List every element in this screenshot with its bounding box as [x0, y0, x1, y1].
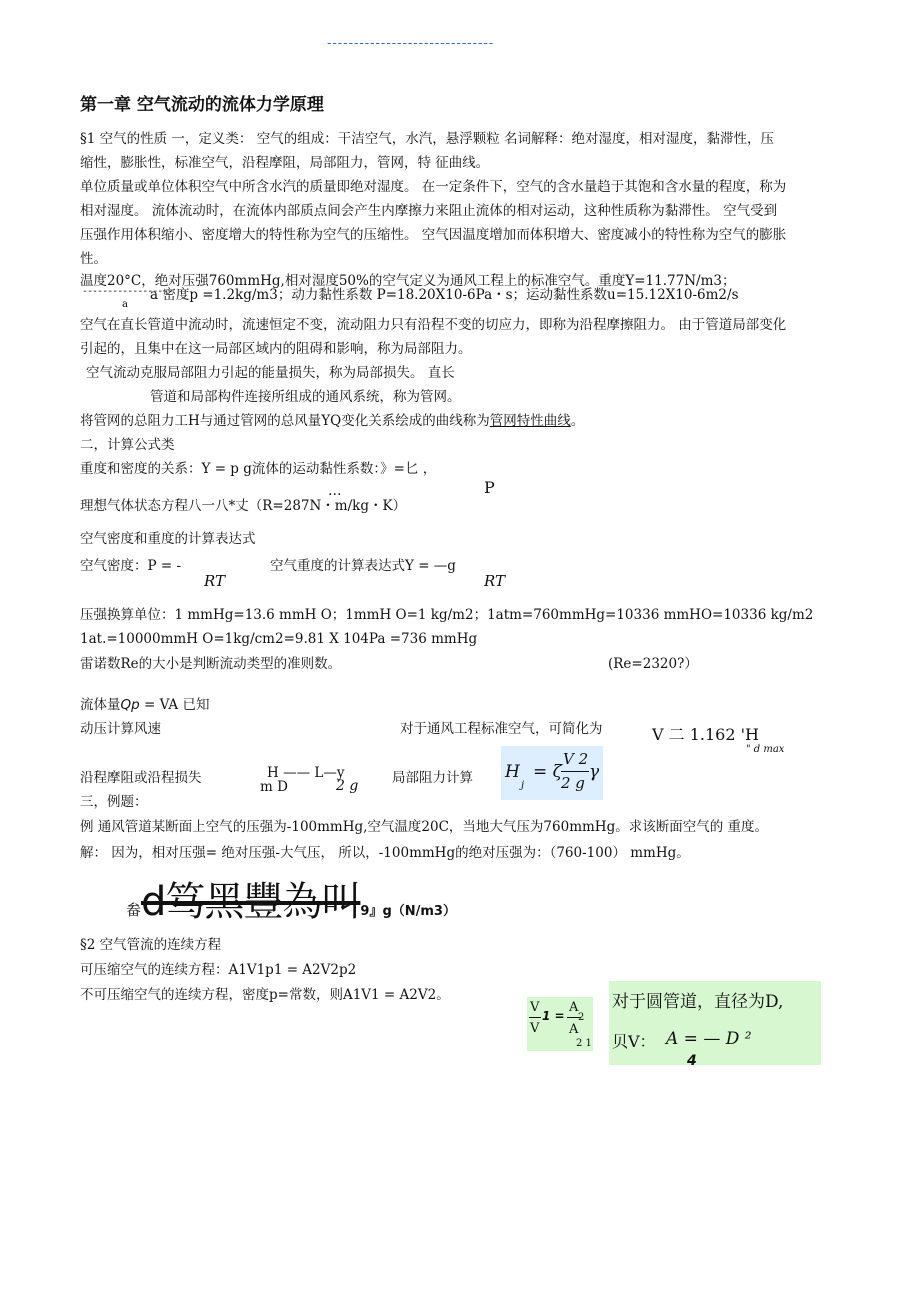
formula-density-weight: 重度和密度的关系：Y = p g流体的运动黏性系数：》=匕 ，	[80, 461, 437, 477]
para-2-line-3: 压强作用体积缩小、密度增大的特性称为空气的压缩性。 空气因温度增加而体积增大、密度减小的特性称为空气的膨胀	[80, 227, 787, 243]
ratio-sub-21: 2 1	[576, 1038, 592, 1049]
para-3-subscript-a: a	[122, 299, 128, 310]
formula-friction-d: m D	[260, 779, 288, 795]
section-2-heading: 二，计算公式类	[80, 437, 175, 453]
box-j: j	[521, 780, 525, 791]
ratio-a2: A	[569, 1022, 579, 1037]
circular-pipe-line-2a: 贝V：	[612, 1032, 656, 1051]
para-5-line-1: 空气流动克服局部阻力引起的能量损失，称为局部损失。 直长	[86, 365, 455, 381]
circular-pipe-note-box	[609, 981, 821, 1065]
formula-flow-rate	[80, 696, 209, 714]
para-6	[80, 412, 584, 430]
box-gamma: γ	[589, 762, 600, 782]
formula-friction-label: 沿程摩阻或沿程损失	[80, 770, 202, 786]
formula-ideal-gas: 理想气体状态方程八一八*丈（R=287N・m/kg・K）	[80, 498, 407, 514]
formula-pressure-units-2: 1at.=10000mmH O=1kg/cm2=9.81 X 104Pa =736 mmHg	[80, 631, 478, 647]
continuity-compressible: 可压缩空气的连续方程：A1V1p1 = A2V2p2	[80, 962, 357, 978]
formula-reynolds-value: (Re=2320?）	[608, 656, 698, 672]
formula-velocity-sub: " d max	[746, 744, 785, 755]
para-3-line-2: a 密度p =1.2kg/m3；动力黏性系数 P=18.20X10-6Pa・s；运动黏性系数u=15.12X10-6m2/s	[150, 287, 739, 303]
para-3-line-1: 温度20°C，绝对压强760mmHg,相对湿度50%的空气定义为通风工程上的标准空气。重度Y=11.77N/m3；	[80, 273, 736, 289]
circular-pipe-line-3: 4	[687, 1053, 697, 1065]
para-2-line-1: 单位质量或单位体积空气中所含水汽的质量即绝对湿度。 在一定条件下，空气的含水量趋于其饱和含水量的程度，称为	[80, 179, 787, 195]
garbled-formula	[126, 870, 456, 927]
formula-air-density: 空气密度：P = -	[80, 558, 182, 574]
pipe-network-curve-link: 管网特性曲线	[489, 413, 571, 429]
section-3-heading: 三，例题：	[80, 794, 148, 810]
ratio-a1: A	[569, 1000, 579, 1015]
example-solution: 解： 因为，相对压强= 绝对压强-大气压， 所以，-100mmHg的绝对压强为：（760-100） mmHg。	[80, 845, 690, 861]
para-6-text: 将管网的总阻力工H与通过管网的总风量YQ变化关系绘成的曲线称为	[80, 413, 490, 429]
formula-air-weight: 空气重度的计算表达式Y = —g	[270, 558, 456, 574]
formula-local-label: 局部阻力计算	[392, 770, 473, 786]
garbled-suffix: 9』g（N/m3）	[360, 904, 456, 919]
flow-rate-label: 流体量	[80, 697, 121, 713]
formula-rt-2: RT	[484, 572, 506, 590]
formula-dynamic-pressure: 动压计算风速	[80, 721, 161, 737]
garbled-text: d笃黑豐為叫	[141, 879, 361, 925]
para-2-line-4: 性。	[80, 251, 107, 267]
para-5-line-2: 管道和局部构件连接所组成的通风系统，称为管网。	[150, 389, 461, 405]
circular-pipe-line-2b: A = — D ²	[666, 1029, 752, 1049]
formula-heading: 空气密度和重度的计算表达式	[80, 531, 256, 547]
ratio-sub-2: 2	[578, 1012, 585, 1023]
para-4-line-1: 空气在直长管道中流动时，流速恒定不变，流动阻力只有沿程不变的切应力，即称为沿程摩擦阻力。 由于管道局部变化	[80, 317, 787, 333]
para-3-dashes: ------------------	[82, 286, 173, 297]
flow-rate-symbol: Qp	[120, 697, 140, 713]
local-resistance-formula-box	[501, 746, 603, 800]
ratio-eq: 1 =	[542, 1009, 565, 1023]
circular-pipe-line-1: 对于圆管道，直径为D,	[612, 992, 784, 1012]
chapter-title: 第一章 空气流动的流体力学原理	[80, 95, 324, 115]
para-2-line-2: 相对湿度。 流体流动时，在流体内部质点间会产生内摩擦力来阻止流体的相对运动，这种性质称为黏滞性。 空气受到	[80, 203, 778, 219]
velocity-area-ratio-box	[527, 997, 593, 1051]
formula-velocity: V 二 1.162 'H	[652, 725, 759, 744]
formula-simplify-text: 对于通风工程标准空气，可简化为	[400, 721, 603, 737]
formula-p: P	[484, 478, 495, 497]
formula-pressure-units-1: 压强换算单位：1 mmHg=13.6 mmH O；1mmH O=1 kg/m2；1atm=760mmHg=10336 mmHO=10336 kg/m2	[80, 607, 814, 623]
formula-dots: …	[328, 483, 342, 499]
para-1-line-2: 缩性，膨胀性，标准空气，沿程摩阻，局部阻力，管网，特 征曲线。	[80, 155, 490, 171]
para-6-end: 。	[570, 413, 585, 429]
header-dash-line: -------------------------------	[327, 36, 495, 51]
continuity-incompressible: 不可压缩空气的连续方程，密度p=常数，则A1V1 = A2V2。	[80, 987, 450, 1003]
box-eq: = ζ	[533, 762, 562, 782]
section-continuity-heading: §2 空气管流的连续方程	[80, 937, 222, 953]
box-2g: 2 g	[561, 774, 585, 792]
formula-friction-2g: 2 g	[336, 778, 359, 794]
formula-reynolds: 雷诺数Re的大小是判断流动类型的准则数。	[80, 656, 342, 672]
ratio-v2: V	[530, 1021, 540, 1036]
example-question: 例 通风管道某断面上空气的压强为-100mmHg,空气温度20C，当地大气压为760mmHg。求该断面空气的 重度。	[80, 819, 769, 835]
box-fraction-bar	[561, 771, 589, 772]
para-4-line-2: 引起的，且集中在这一局部区域内的阻碍和影响，称为局部阻力。	[80, 341, 472, 357]
garbled-prefix: 畚	[126, 901, 142, 919]
formula-friction-h: H —— L—y	[267, 765, 345, 781]
para-1-line-1: §1 空气的性质 一，定义类： 空气的组成：干洁空气，水汽，悬浮颗粒 名词解释：绝对湿度，相对湿度，黏滞性，压	[80, 131, 775, 147]
ratio-v1: V	[530, 1000, 540, 1015]
ratio-bar-left	[529, 1017, 541, 1018]
formula-rt-1: RT	[204, 572, 226, 590]
box-h: H	[505, 762, 520, 782]
box-v2: V 2	[563, 750, 589, 768]
flow-rate-eq: = VA 已知	[139, 697, 210, 713]
